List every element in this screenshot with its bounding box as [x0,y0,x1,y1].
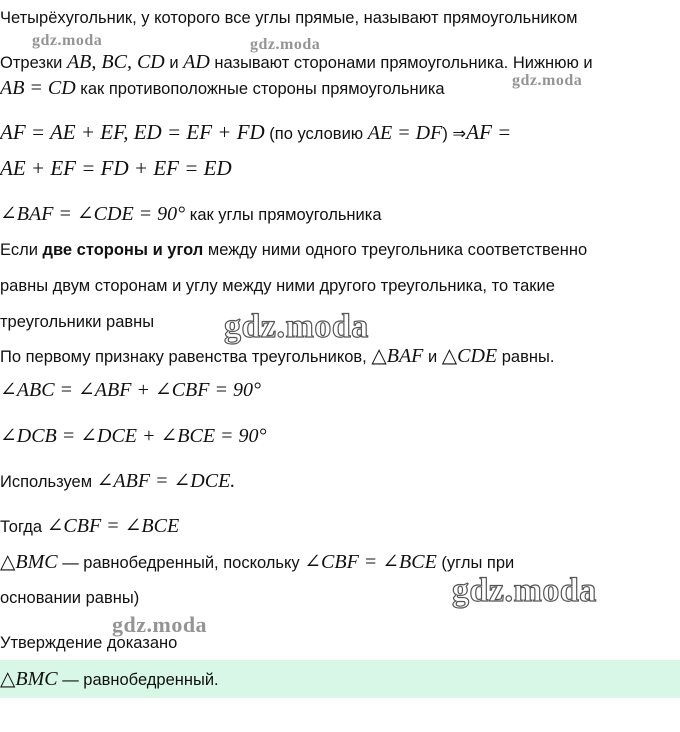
text-fragment: и [164,54,184,72]
math-expression: ∠ABC = ∠ABF + ∠CBF = 90° [0,379,261,401]
watermark: gdz.moda [452,572,597,609]
watermark: gdz.moda [112,612,208,637]
text-fragment: Утверждение доказано [0,634,178,652]
text-line-segments [0,120,680,146]
text-fragment: основании равны) [0,589,140,607]
watermark: gdz.moda [32,32,103,49]
text-line-angle-dcb [0,424,680,449]
math-expression: ∠ABF = ∠DCE. [96,470,236,492]
math-expression: AB = CD [0,77,76,99]
text-line-segments-cont [0,156,680,182]
math-expression: ∠CBF = ∠BCE [46,515,180,537]
text-fragment: треугольники равны [0,313,155,331]
definition-text: Четырёхугольник, у которого все углы прямые, называют прямоугольником [0,9,578,27]
text-fragment: По первому признаку равенства треугольников, [0,348,372,366]
answer-text: — равнобедренный. [57,671,219,689]
text-fragment: (по условию [264,125,368,143]
math-expression: ∠BAF = ∠CDE = 90° [0,203,186,225]
text-fragment: как углы прямоугольника [185,206,382,224]
answer-line [0,667,680,692]
text-line-angle-abc [0,378,680,403]
math-expression: △CDE [441,345,498,367]
text-fragment: Если [0,241,43,259]
text-fragment: между ними одного треугольника соответственно [203,241,588,259]
math-expression: AD [183,51,210,73]
text-line-definition [0,6,680,30]
text-line-theorem [0,238,680,262]
text-fragment: (углы при [436,554,515,572]
text-fragment: Тогда [0,518,47,536]
math-expression: △BMC [0,668,58,690]
math-expression: AF = AE + EF, ED = EF + FD [0,120,265,144]
watermark: gdz.moda [250,36,321,53]
text-fragment: и [423,348,442,366]
text-fragment: ) ⇒ [442,125,467,143]
math-expression: AB, BC, CD [66,51,165,73]
text-fragment: как противоположные стороны прямоугольника [75,80,445,98]
bold-text: две стороны и угол [42,241,204,259]
watermark: gdz.moda [224,308,369,345]
text-fragment: называют сторонами прямоугольника. Нижнюю и [209,54,593,72]
text-line-congruence [0,344,680,369]
math-expression: ∠DCB = ∠DCE + ∠BCE = 90° [0,425,267,447]
text-line-proved [0,631,680,655]
answer-box [0,660,680,698]
text-fragment: равны. [497,348,555,366]
watermark: gdz.moda [512,72,583,89]
text-line-use [0,469,680,494]
text-fragment: Отрезки [0,54,67,72]
math-expression: ∠CBF = ∠BCE [304,551,437,573]
math-expression: △BMC [0,551,58,573]
math-expression: △BAF [371,345,424,367]
text-line-theorem-cont [0,274,680,298]
math-expression: AF = [466,120,512,144]
text-line-then [0,514,680,539]
text-fragment: Используем [0,473,97,491]
text-fragment: — равнобедренный, поскольку [57,554,305,572]
text-line-angles [0,202,680,227]
text-fragment: равны двум сторонам и углу между ними другого треугольника, то такие [0,277,555,295]
math-expression: AE + EF = FD + EF = ED [0,156,232,180]
math-expression: AE = DF [367,122,443,144]
